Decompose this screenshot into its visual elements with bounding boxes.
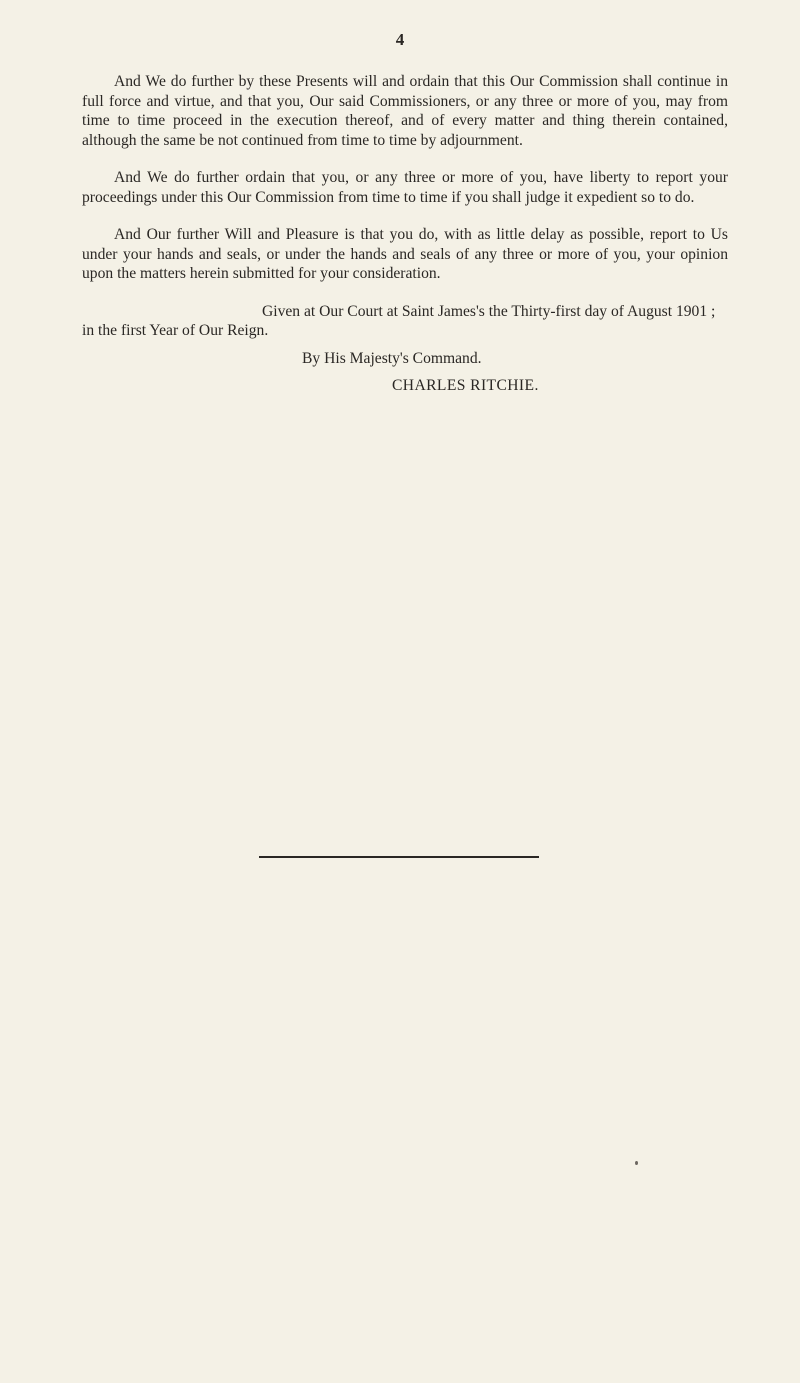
page-number: 4 [395,30,405,49]
document-body [82,72,728,396]
paragraph-report-liberty: And We do further ordain that you, or any three or more of you, have liberty to report your proceedings under this Our Commission from time to time if you shall judge it expedient so to do. [82,169,728,206]
paragraph-will-and-pleasure: And Our further Will and Pleasure is that you do, with as little delay as possible, report to Us under your hands and seals, or under the hands and seals of any three or more of you, your opinion upon the matters herein submitted for your consideration. [82,226,728,282]
given-at-clause: Given at Our Court at Saint James's the Thirty-first day of August 1901 ; in the first Year of Our Reign. [82,302,716,339]
horizontal-rule [259,856,539,858]
ink-speck [635,1161,638,1165]
paragraph-continuance: And We do further by these Presents will and ordain that this Our Commission shall continue in full force and virtue, and that you, Our said Commissioners, or any three or more of you, may from time to time proceed in the execution thereof, and of every matter and thing therein contained, although the same be not continued from time to time by adjournment. [82,73,728,149]
signature: CHARLES RITCHIE. [392,377,539,394]
command-line: By His Majesty's Command. [302,349,482,367]
